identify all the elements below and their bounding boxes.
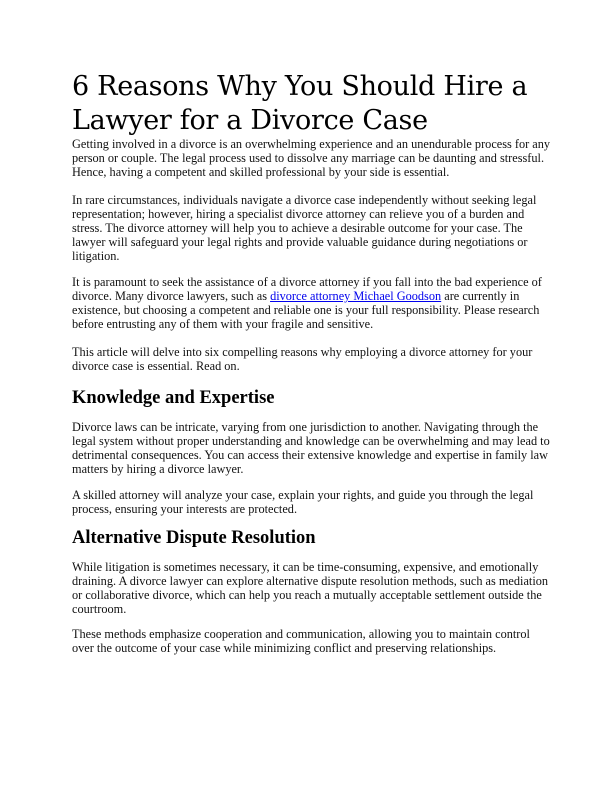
text-line: In rare circumstances, individuals navigate a divorce case independently without seeking legal xyxy=(72,193,537,207)
text-line: process, ensuring your interests are protected. xyxy=(72,502,298,516)
text-line: draining. A divorce lawyer can explore alternative dispute resolution methods, such as mediation xyxy=(72,574,549,588)
text-line: Getting involved in a divorce is an overwhelming experience and an unendurable process for any xyxy=(72,137,551,151)
title-line: 6 Reasons Why You Should Hire a xyxy=(72,71,528,102)
paragraph-representation xyxy=(72,193,552,263)
text-line: legal system without proper understanding and knowledge can be overwhelming and may lead to xyxy=(72,434,550,448)
section-heading-dispute-resolution: Alternative Dispute Resolution xyxy=(72,528,316,548)
paragraph-divorce-laws xyxy=(72,420,552,476)
text-line: courtroom. xyxy=(72,602,127,616)
text-line: over the outcome of your case while minimizing conflict and preserving relationships. xyxy=(72,641,497,655)
text-line: This article will delve into six compelling reasons why employing a divorce attorney for your xyxy=(72,345,533,359)
title-line: Lawyer for a Divorce Case xyxy=(72,105,428,136)
paragraph-seek-assistance xyxy=(72,275,552,331)
text-line: detrimental consequences. You can access their extensive knowledge and expertise in family law xyxy=(72,448,549,462)
paragraph-methods xyxy=(72,627,552,655)
text-line: While litigation is sometimes necessary, it can be time-consuming, expensive, and emotionally xyxy=(72,560,539,574)
text-line: existence, but choosing a competent and reliable one is your full responsibility. Please research xyxy=(72,303,540,317)
paragraph-article-overview xyxy=(72,345,552,373)
text-line: A skilled attorney will analyze your case, explain your rights, and guide you through the legal xyxy=(72,488,534,502)
text-line: or collaborative divorce, which can help you reach a mutually acceptable settlement outside the xyxy=(72,588,542,602)
page-title xyxy=(72,70,552,138)
attorney-link[interactable]: divorce attorney Michael Goodson xyxy=(270,289,442,303)
text-line: These methods emphasize cooperation and communication, allowing you to maintain control xyxy=(72,627,530,641)
text-segment: divorce. Many divorce lawyers, such as xyxy=(72,289,271,303)
text-line: person or couple. The legal process used to dissolve any marriage can be daunting and stressful. xyxy=(72,151,545,165)
text-line: matters by hiring a divorce lawyer. xyxy=(72,462,244,476)
section-heading-knowledge: Knowledge and Expertise xyxy=(72,388,275,408)
intro-paragraph xyxy=(72,137,552,179)
text-segment: are currently in xyxy=(441,289,520,303)
text-line: It is paramount to seek the assistance of a divorce attorney if you fall into the bad experience of xyxy=(72,275,542,289)
paragraph-skilled-attorney xyxy=(72,488,552,516)
text-line: Divorce laws can be intricate, varying from one jurisdiction to another. Navigating through the xyxy=(72,420,539,434)
text-line xyxy=(72,289,552,303)
text-line: Hence, having a competent and skilled professional by your side is essential. xyxy=(72,165,450,179)
text-line: stress. The divorce attorney will help you to achieve a desirable outcome for your case. The xyxy=(72,221,523,235)
paragraph-litigation xyxy=(72,560,552,616)
text-line: before entrusting any of them with your fragile and sensitive. xyxy=(72,317,374,331)
text-line: litigation. xyxy=(72,249,120,263)
text-line: divorce case is essential. Read on. xyxy=(72,359,240,373)
text-line: representation; however, hiring a specialist divorce attorney can relieve you of a burden and xyxy=(72,207,525,221)
text-line: lawyer will safeguard your legal rights and provide valuable guidance during negotiations or xyxy=(72,235,528,249)
